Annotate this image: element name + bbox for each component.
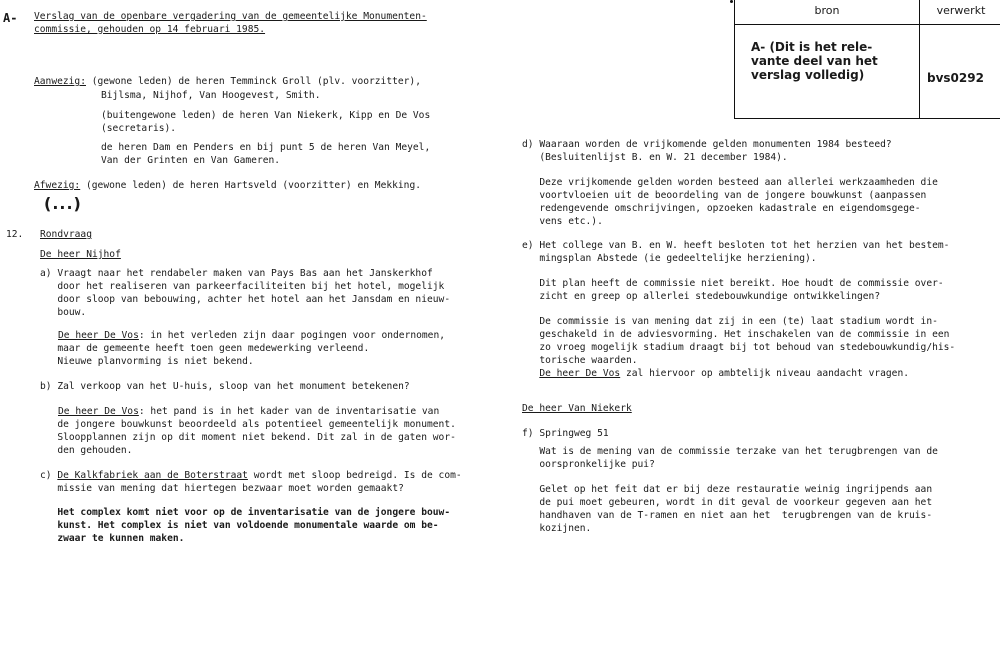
absent-label: Afwezig: — [34, 180, 81, 191]
reply-e2-line: geschakeld in de adviesvorming. Het inschakelen van de commissie in een — [522, 329, 950, 340]
header-source: bron — [814, 4, 840, 17]
source-note — [751, 40, 916, 82]
reply-b-text: : het pand is in het kader van de inventarisatie van — [138, 406, 440, 417]
question-f-line: f) Springweg 51 — [522, 428, 609, 439]
reply-a-text: : in het verleden zijn daar pogingen voor ondernomen, — [138, 330, 445, 341]
reply-d-line: vens etc.). — [522, 216, 603, 227]
reply-e2-line: De commissie is van mening dat zij in een (te) laat stadium wordt in- — [522, 316, 938, 327]
header-processed: verwerkt — [936, 4, 986, 17]
source-table — [734, 0, 1000, 119]
item-number: 12. — [6, 229, 24, 240]
question-f-detail: Wat is de mening van de commissie terzake van het terugbrengen van de — [522, 446, 938, 457]
reply-e3-text: zal hiervoor op ambtelijk niveau aandacht vragen. — [620, 368, 909, 379]
title-line: commissie, gehouden op 14 februari 1985. — [34, 24, 266, 35]
question-e-line: e) Het college van B. en W. heeft besloten tot het herzien van het bestem- — [522, 240, 950, 251]
processed-code: bvs0292 — [927, 71, 984, 85]
reply-b-line: de jongere bouwkunst beoordeeld als potentieel gemeentelijk monument. — [40, 419, 456, 430]
reply-d-line: redengevende omschrijvingen, opzoeken kadastrale en eigendomsgege- — [522, 203, 921, 214]
present-line: Bijlsma, Nijhof, Van Hoogevest, Smith. — [101, 90, 321, 101]
omission-marker: (...) — [44, 194, 82, 213]
reply-a-line — [58, 330, 445, 343]
reply-e-line: Dit plan heeft de commissie niet bereikt. Hoe houdt de commissie over- — [522, 278, 944, 289]
speaker-heading: De heer Nijhof — [40, 249, 121, 260]
question-f-detail: oorspronkelijke pui? — [522, 459, 655, 470]
question-a-line: door sloop van bebouwing, achter het hotel aan het Jansdam en nieuw- — [40, 294, 451, 305]
page-marker: A- — [3, 11, 18, 25]
reply-a-speaker: De heer De Vos — [58, 330, 139, 341]
question-c-line: missie van mening dat hiertegen bezwaar moet worden gemaakt? — [40, 483, 404, 494]
source-note-line: verslag volledig) — [751, 68, 865, 82]
reply-c-line: Het complex komt niet voor op de inventarisatie van de jongere bouw- — [40, 507, 451, 518]
present-text: (gewone leden) de heren Temminck Groll (plv. voorzitter), — [85, 76, 421, 87]
question-d-line: (Besluitenlijst B. en W. 21 december 1984). — [522, 152, 788, 163]
reply-f-line: de pui moet gebeuren, wordt in dit geval de voorkeur gegeven aan het — [522, 497, 933, 508]
question-a-line: door het realiseren van parkeerfaciliteiten bij het hotel, mogelijk — [40, 281, 445, 292]
present-line: (buitengewone leden) de heren Van Niekerk, Kipp en De Vos — [101, 110, 431, 121]
reply-e2-line: zo vroeg mogelijk stadium draagt bij tot behoud van stedebouwkundig/his- — [522, 342, 956, 353]
reply-e-line: zicht en greep op allerlei stedebouwkundige ontwikkelingen? — [522, 291, 881, 302]
reply-a-line: Nieuwe planvorming is niet bekend. — [40, 356, 254, 367]
reply-c-line: zwaar te kunnen maken. — [40, 533, 185, 544]
question-c-text: wordt met sloop bedreigd. Is de com- — [247, 470, 462, 481]
reply-e3-speaker: De heer De Vos — [539, 368, 621, 379]
reply-b-line — [58, 406, 439, 419]
question-e-line: mingsplan Abstede (ie gedeeltelijke herziening). — [522, 253, 817, 264]
question-d-line: d) Waaraan worden de vrijkomende gelden monumenten 1984 besteed? — [522, 139, 892, 150]
absent-line — [34, 180, 421, 193]
reply-e2-line: torische waarden. — [522, 355, 638, 366]
source-note-line: A- (Dit is het rele- — [751, 40, 873, 54]
absent-text: (gewone leden) de heren Hartsveld (voorzitter) en Mekking. — [80, 180, 421, 191]
present-label: Aanwezig: — [34, 76, 86, 87]
corner-mark — [730, 0, 733, 3]
reply-a-line: maar de gemeente heeft toen geen medewerking verleend. — [40, 343, 370, 354]
reply-b-speaker: De heer De Vos — [58, 406, 139, 417]
question-c-line: c) De Kalkfabriek aan de Boterstraat wordt met sloop bedreigd. Is de com- — [40, 470, 462, 481]
question-c-subject: De Kalkfabriek aan de Boterstraat — [57, 470, 248, 481]
reply-f-line: Gelet op het feit dat er bij deze restauratie weinig ingrijpends aan — [522, 484, 933, 495]
reply-d-line: voortvloeien uit de beoordeling van de jongere bouwkunst (aanpassen — [522, 190, 927, 201]
reply-c-line: kunst. Het complex is niet van voldoende monumentale waarde om be- — [40, 520, 439, 531]
title-line: Verslag van de openbare vergadering van de gemeentelijke Monumenten- — [34, 11, 427, 22]
reply-f-line: handhaven van de T-ramen en niet aan het terugbrengen van de kruis- — [522, 510, 933, 521]
speaker-heading-2: De heer Van Niekerk — [522, 403, 632, 414]
present-line: de heren Dam en Penders en bij punt 5 de heren Van Meyel, — [101, 142, 431, 153]
question-a-line: bouw. — [40, 307, 87, 318]
reply-f-line: kozijnen. — [522, 523, 592, 534]
reply-b-line: Sloopplannen zijn op dit moment niet bekend. Dit zal in de gaten wor- — [40, 432, 456, 443]
present-line — [34, 76, 421, 89]
question-a-line: a) Vraagt naar het rendabeler maken van Pays Bas aan het Janskerkhof — [40, 268, 433, 279]
present-line: (secretaris). — [101, 123, 177, 134]
source-table-divider — [919, 0, 920, 118]
present-line: Van der Grinten en Van Gameren. — [101, 155, 281, 166]
reply-b-line: den gehouden. — [40, 445, 133, 456]
reply-d-line: Deze vrijkomende gelden worden besteed aan allerlei werkzaamheden die — [522, 177, 938, 188]
reply-e3-line — [522, 368, 909, 381]
source-note-line: vante deel van het — [751, 54, 878, 68]
question-b-line: b) Zal verkoop van het U-huis, sloop van het monument betekenen? — [40, 381, 410, 392]
item-title: Rondvraag — [40, 229, 92, 240]
